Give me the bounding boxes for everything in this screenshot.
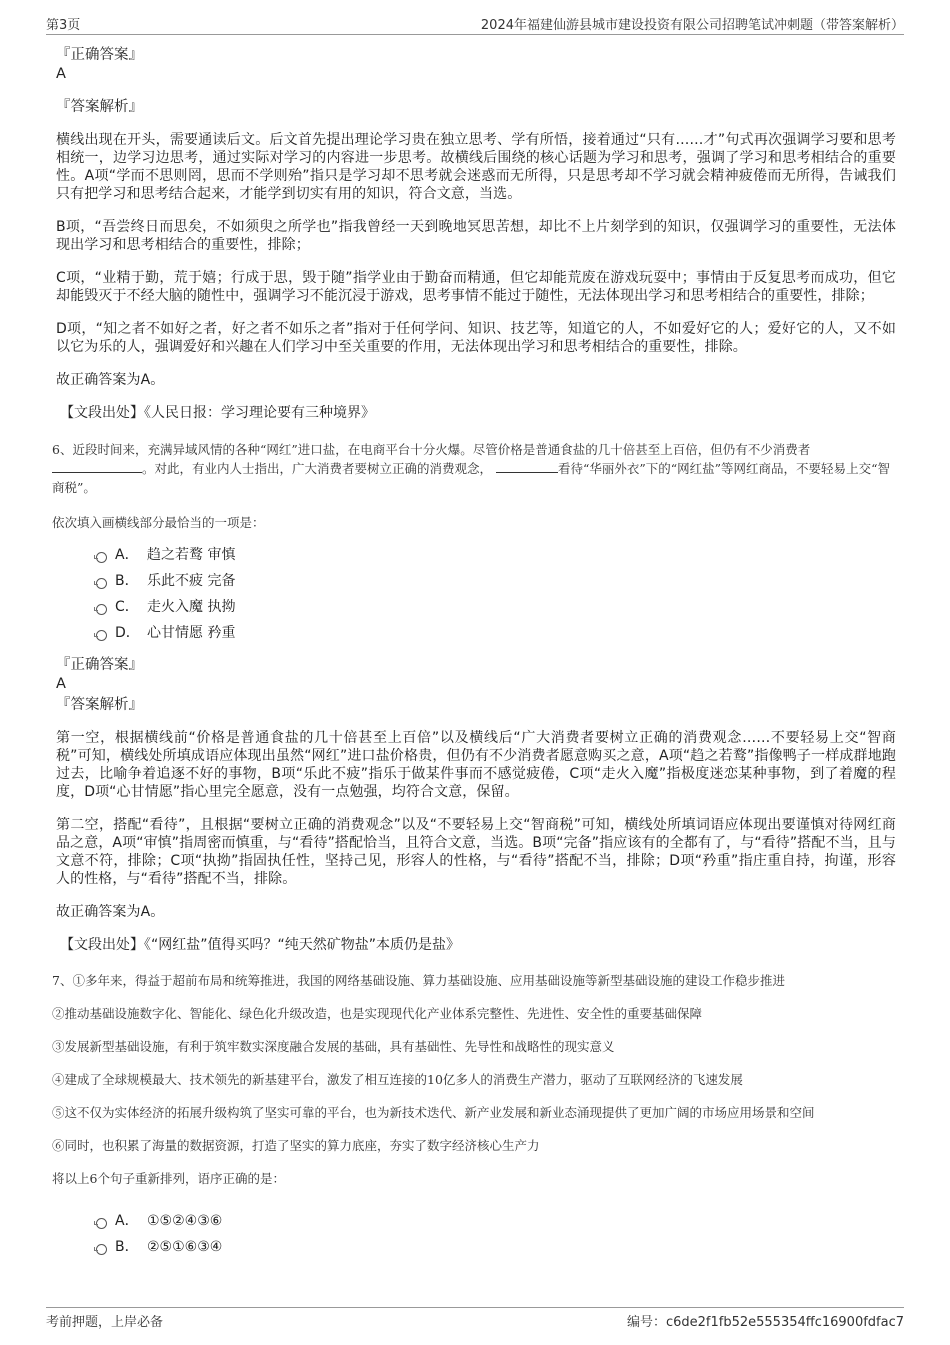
fill-blank: [496, 459, 558, 473]
option-a[interactable]: [96, 1208, 896, 1234]
analysis-paragraph: 横线出现在开头，需要通读后文。后文首先提出理论学习贵在独立思考、学有所悟，接着通过“只有……才”句式再次强调学习要和思考相统一，边学习边思考，通过实际对学习的内容进一步思考。故横线后围绕的核心话题为学习和思考，强调了学习和思考相结合的重要性。A项“学而不思则罔，思而不学则殆”指只是学习却不思考就会迷惑而无所得，只是思考却不学习就会精神疲倦而无所得，告诫我们只有把学习和思考结合起来，才能学到切实有用的知识，符合文意，当选。: [56, 132, 896, 202]
option-key: D．: [115, 625, 140, 641]
option-text: 趋之若鹜 审慎: [147, 547, 236, 563]
source-citation: 【文段出处】《“网红盐”值得买吗？“纯天然矿物盐”本质仍是盐》: [60, 937, 461, 953]
analysis-label: 『答案解析』: [56, 99, 143, 115]
analysis-paragraph: C项，“业精于勤，荒于嬉；行成于思，毁于随”指学业由于勤奋而精通，但它却能荒废在游戏玩耍中；事情由于反复思考而成功，但它却能毁灭于不经大脑的随性中，强调学习不能沉浸于游戏，思考事情不能过于随性，无法体现出学习和思考相结合的重要性，排除；: [56, 270, 896, 304]
option-key: A．: [115, 547, 139, 563]
radio-icon[interactable]: [96, 1244, 107, 1255]
analysis-label: 『答案解析』: [56, 697, 143, 713]
question-7: [52, 972, 896, 1188]
analysis-paragraph: 第二空，搭配“看待”，且根据“要树立正确的消费观念”以及“不要轻易上交“智商税”可知，横线处所填词语应体现出要谨慎对待网红商品之意，A项“审慎”指周密而慎重，与“看待”搭配恰当，且符合文意，当选。B项“完备”指应该有的全都有了，与“看待”搭配不当，且与文意不符，排除；C项“执拗”指固执任性，坚持己见，形容人的性格，与“看待”搭配不当，排除；D项“矜重”指庄重自持，拘谨，形容人的性格，与“看待”搭配不当，排除。: [56, 817, 896, 887]
question-prompt: 依次填入画横线部分最恰当的一项是：: [52, 515, 265, 530]
option-text: ①⑤②④③⑥: [147, 1213, 223, 1229]
answer-options: [96, 1208, 896, 1260]
correct-answer-label: 『正确答案』: [56, 47, 143, 63]
radio-icon[interactable]: [96, 1218, 107, 1229]
option-c[interactable]: [96, 594, 896, 620]
sentence-item: ⑤这不仅为实体经济的拓展升级构筑了坚实可靠的平台，也为新技术迭代、新产业发展和新业态涌现提供了更加广阔的市场应用场景和空间: [52, 1105, 815, 1120]
analysis-paragraph: 第一空，根据横线前“价格是普通食盐的几十倍甚至上百倍”以及横线后“广大消费者要树立正确的消费观念……不要轻易上交“智商税”可知，横线处所填成语应体现出虽然“网红”进口盐价格贵，但仍有不少消费者愿意购买之意，A项“趋之若鹜”指像鸭子一样成群地跑过去，比喻争着追逐不好的事物，B项“乐此不疲”指乐于做某件事而不感觉疲倦，C项“走火入魔”指极度迷恋某种事物，到了着魔的程度，D项“心甘情愿”指心里完全愿意，没有一点勉强，均符合文意，保留。: [56, 730, 896, 800]
analysis-paragraph: B项，“吾尝终日而思矣，不如须臾之所学也”指我曾经一天到晚地冥思苦想，却比不上片刻学到的知识，仅强调学习的重要性，无法体现出学习和思考相结合的重要性，排除；: [56, 219, 896, 253]
page-number: 第3页: [46, 18, 81, 33]
document-id: 编号：c6de2f1fb52e555354ffc16900fdfac7: [626, 1315, 904, 1330]
source-citation: 【文段出处】《人民日报：学习理论要有三种境界》: [60, 405, 375, 421]
radio-icon[interactable]: [96, 630, 107, 641]
option-d[interactable]: [96, 620, 896, 646]
correct-answer-label: 『正确答案』: [56, 657, 143, 673]
option-text: 乐此不疲 完备: [147, 573, 236, 589]
question-stem-part: 。对此，有业内人士指出，广大消费者要树立正确的消费观念，: [142, 461, 493, 476]
option-key: A．: [115, 1213, 139, 1229]
question-stem-part: 看待“华丽外衣”下的“网红盐”等网红商品，不要轻易上交“智商税”。: [52, 461, 890, 495]
option-key: B．: [115, 573, 139, 589]
sentence-item: ②推动基础设施数字化、智能化、绿色化升级改造，也是实现现代化产业体系完整性、先进性、安全性的重要基础保障: [52, 1006, 703, 1021]
answer-options: [96, 542, 896, 646]
option-b[interactable]: [96, 1234, 896, 1260]
sentence-item: 7、①多年来，得益于超前布局和统筹推进，我国的网络基础设施、算力基础设施、应用基础设施等新型基础设施的建设工作稳步推进: [52, 973, 785, 988]
radio-icon[interactable]: [96, 578, 107, 589]
radio-icon[interactable]: [96, 604, 107, 615]
correct-answer: A: [56, 66, 66, 82]
sentence-item: ③发展新型基础设施，有利于筑牢数实深度融合发展的基础，具有基础性、先导性和战略性的现实意义: [52, 1039, 615, 1054]
analysis-conclusion: 故正确答案为A。: [56, 372, 165, 388]
analysis-paragraph: D项，“知之者不如好之者，好之者不如乐之者”指对于任何学问、知识、技艺等，知道它的人，不如爱好它的人；爱好它的人，又不如以它为乐的人，强调爱好和兴趣在人们学习中至关重要的作用，无法体现出学习和思考相结合的重要性，排除。: [56, 321, 896, 355]
page-content: [52, 46, 896, 1270]
page-header: [46, 14, 904, 35]
option-a[interactable]: [96, 542, 896, 568]
fill-blank: [52, 459, 142, 473]
option-text: ②⑤①⑥③④: [147, 1239, 223, 1255]
footer-slogan: 考前押题，上岸必备: [46, 1315, 164, 1330]
sentence-item: ④建成了全球规模最大、技术领先的新基建平台，激发了相互连接的10亿多人的消费生产潜力，驱动了互联网经济的飞速发展: [52, 1072, 743, 1087]
question-stem-part: 6、近段时间来，充满异域风情的各种“网红”进口盐，在电商平台十分火爆。尽管价格是普通食盐的几十倍甚至上百倍，但仍有不少消费者: [52, 442, 811, 457]
question-stem: [52, 440, 896, 497]
sentence-item: ⑥同时，也积累了海量的数据资源，打造了坚实的算力底座，夯实了数字经济核心生产力: [52, 1138, 540, 1153]
radio-icon[interactable]: [96, 552, 107, 563]
option-key: C．: [115, 599, 139, 615]
correct-answer: A: [56, 676, 66, 692]
question-prompt: 将以上6个句子重新排列，语序正确的是：: [52, 1171, 285, 1186]
analysis-conclusion: 故正确答案为A。: [56, 904, 165, 920]
option-text: 心甘情愿 矜重: [147, 625, 236, 641]
page-footer: [46, 1307, 904, 1329]
document-title: 2024年福建仙游县城市建设投资有限公司招聘笔试冲刺题（带答案解析）: [480, 18, 904, 33]
option-key: B．: [115, 1239, 139, 1255]
option-text: 走火入魔 执拗: [147, 599, 236, 615]
option-b[interactable]: [96, 568, 896, 594]
